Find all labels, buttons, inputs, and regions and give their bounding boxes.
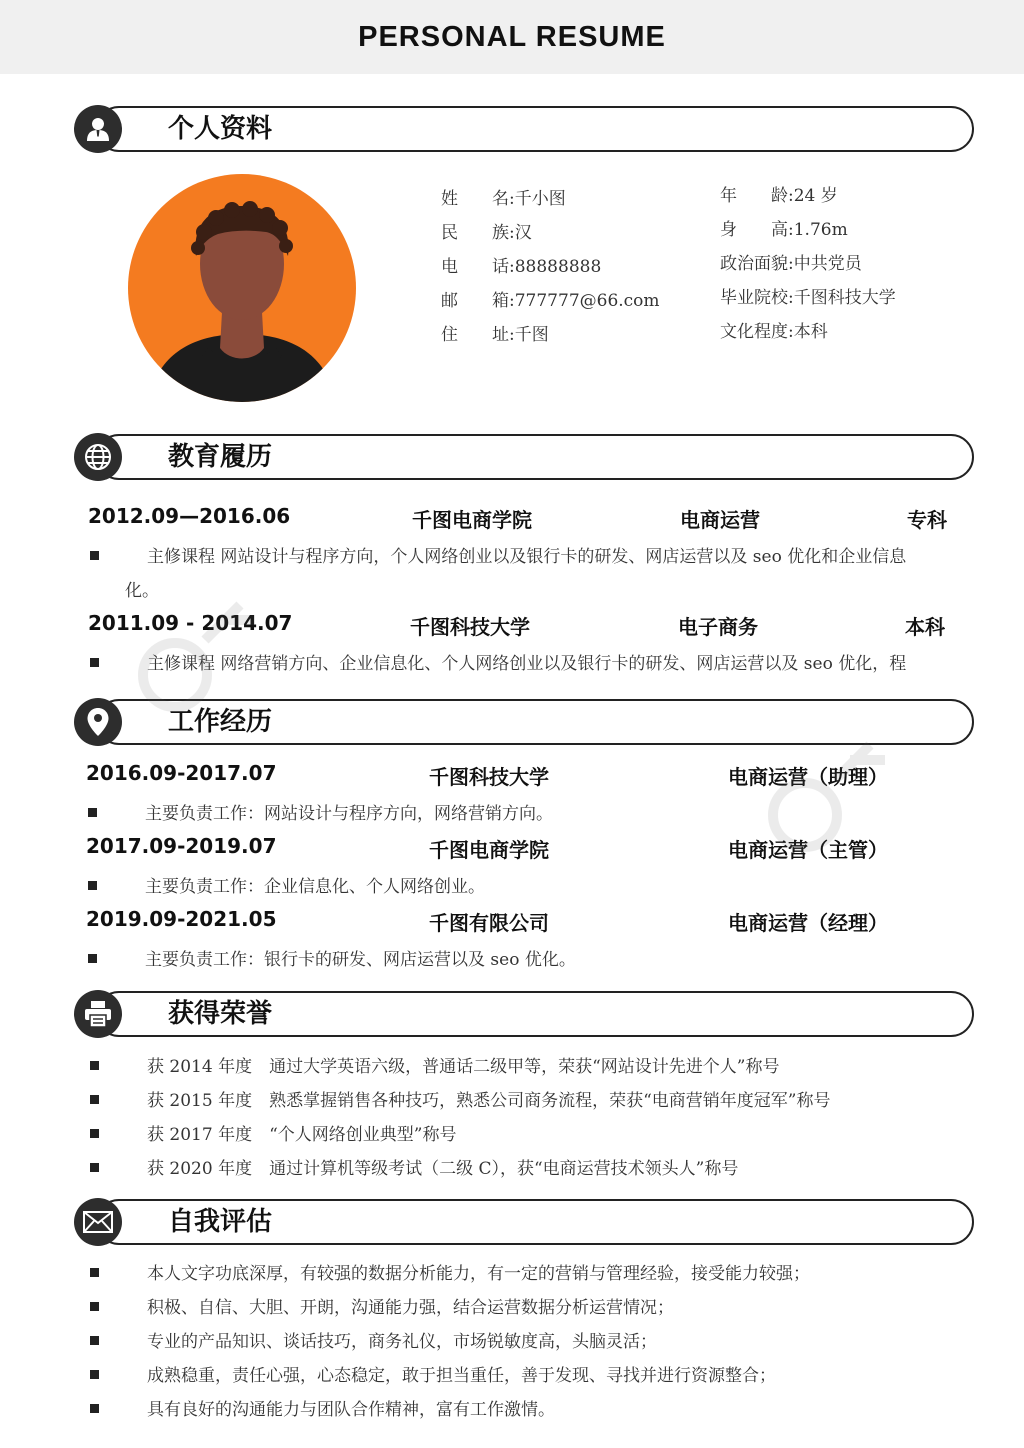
profile-field-email: 邮 箱:777777@66.com xyxy=(441,291,660,311)
self-evaluation-item: 成熟稳重，责任心强，心态稳定，敢于担当重任，善于发现、寻找并进行资源整合； xyxy=(90,1361,776,1386)
profile-field-school: 毕业院校:千图科技大学 xyxy=(720,288,896,308)
work-company: 千图电商学院 xyxy=(429,838,549,862)
work-duty-line: 主要负责工作：企业信息化、个人网络创业。 xyxy=(88,872,485,897)
bullet-square-icon xyxy=(90,1302,99,1311)
profile-field-name: 姓 名:千小图 xyxy=(441,189,566,209)
honor-item: 获 2017 年度 “个人网络创业典型”称号 xyxy=(90,1120,456,1145)
profile-field-height: 身 高:1.76m xyxy=(720,220,848,240)
profile-value: 88888888 xyxy=(514,257,602,277)
profile-value: 千小图 xyxy=(514,189,566,209)
profile-value: 777777@66.com xyxy=(514,291,660,311)
section-title: 教育履历 xyxy=(168,442,273,472)
globe-icon xyxy=(74,433,122,481)
profile-field-phone: 电 话:88888888 xyxy=(441,257,602,277)
bullet-square-icon xyxy=(90,1095,99,1104)
education-major: 电子商务 xyxy=(678,615,758,639)
education-course-continuation: 化。 xyxy=(125,581,159,601)
bullet-square-icon xyxy=(90,551,99,560)
profile-value: 24 岁 xyxy=(793,186,838,206)
bullet-square-icon xyxy=(90,1370,99,1379)
work-duty-line: 主要负责工作：银行卡的研发、网店运营以及 seo 优化。 xyxy=(88,945,576,970)
profile-value: 千图科技大学 xyxy=(793,288,896,308)
section-header-honors xyxy=(74,991,974,1037)
profile-value: 汉 xyxy=(514,223,532,243)
profile-field-education-level: 文化程度:本科 xyxy=(720,322,828,342)
bullet-square-icon xyxy=(90,1163,99,1172)
education-date: 2011.09 - 2014.07 xyxy=(88,611,293,635)
work-role: 电商运营（主管） xyxy=(728,838,888,862)
section-title: 自我评估 xyxy=(168,1207,273,1237)
section-header-work xyxy=(74,699,974,745)
self-evaluation-item: 专业的产品知识、谈话技巧，商务礼仪，市场锐敏度高，头脑灵活； xyxy=(90,1327,657,1352)
education-degree: 本科 xyxy=(905,615,945,639)
profile-field-age: 年 龄:24 岁 xyxy=(720,186,838,206)
bullet-square-icon xyxy=(90,1129,99,1138)
self-evaluation-item: 具有良好的沟通能力与团队合作精神，富有工作激情。 xyxy=(90,1395,555,1420)
section-header-self-evaluation xyxy=(74,1199,974,1245)
education-major: 电商运营 xyxy=(680,508,760,532)
bullet-square-icon xyxy=(90,1061,99,1070)
bullet-square-icon xyxy=(90,1268,99,1277)
profile-value: 本科 xyxy=(793,322,828,342)
work-role: 电商运营（经理） xyxy=(728,911,888,935)
honor-item: 获 2015 年度 熟悉掌握销售各种技巧，熟悉公司商务流程，荣获“电商营销年度冠军”称号 xyxy=(90,1086,830,1111)
header-bar xyxy=(0,0,1024,74)
bullet-square-icon xyxy=(90,1404,99,1413)
bullet-square-icon xyxy=(88,954,97,963)
profile-value: 千图 xyxy=(514,325,549,345)
section-header-profile xyxy=(74,106,974,152)
work-date: 2017.09-2019.07 xyxy=(86,834,277,858)
section-title: 个人资料 xyxy=(168,114,273,144)
envelope-icon xyxy=(74,1198,122,1246)
work-company: 千图科技大学 xyxy=(429,765,549,789)
honor-item: 获 2020 年度 通过计算机等级考试（二级 C），获“电商运营技术领头人”称号 xyxy=(90,1154,738,1179)
bullet-square-icon xyxy=(88,808,97,817)
bullet-square-icon xyxy=(88,881,97,890)
self-evaluation-item: 本人文字功底深厚，有较强的数据分析能力，有一定的营销与管理经验，接受能力较强； xyxy=(90,1259,810,1284)
profile-field-political-status: 政治面貌:中共党员 xyxy=(720,254,862,274)
education-date: 2012.09—2016.06 xyxy=(88,504,291,528)
work-date: 2019.09-2021.05 xyxy=(86,907,277,931)
profile-value: 中共党员 xyxy=(793,254,862,274)
education-school: 千图科技大学 xyxy=(410,615,530,639)
work-company: 千图有限公司 xyxy=(429,911,549,935)
self-evaluation-item: 积极、自信、大胆、开朗，沟通能力强，结合运营数据分析运营情况； xyxy=(90,1293,674,1318)
section-title: 工作经历 xyxy=(168,707,273,737)
bullet-square-icon xyxy=(90,658,99,667)
education-course-line: 主修课程 网络营销方向、企业信息化、个人网络创业以及银行卡的研发、网店运营以及 seo 优化，程 xyxy=(90,649,906,674)
work-role: 电商运营（助理） xyxy=(728,765,888,789)
printer-icon xyxy=(74,990,122,1038)
page-title: PERSONAL RESUME xyxy=(358,20,666,53)
section-header-education xyxy=(74,434,974,480)
work-date: 2016.09-2017.07 xyxy=(86,761,277,785)
bullet-square-icon xyxy=(90,1336,99,1345)
education-course-line: 主修课程 网站设计与程序方向，个人网络创业以及银行卡的研发、网店运营以及 seo 优化和企业信息 xyxy=(90,542,906,567)
user-icon xyxy=(74,105,122,153)
profile-field-ethnicity: 民 族:汉 xyxy=(441,223,532,243)
honor-item: 获 2014 年度 通过大学英语六级，普通话二级甲等，荣获“网站设计先进个人”称号 xyxy=(90,1052,779,1077)
section-title: 获得荣誉 xyxy=(168,999,273,1029)
education-school: 千图电商学院 xyxy=(412,508,532,532)
work-duty-line: 主要负责工作：网站设计与程序方向，网络营销方向。 xyxy=(88,799,553,824)
education-degree: 专科 xyxy=(907,508,947,532)
profile-value: 1.76m xyxy=(793,220,848,240)
location-pin-icon xyxy=(74,698,122,746)
profile-field-address: 住 址:千图 xyxy=(441,325,549,345)
avatar xyxy=(126,172,358,404)
